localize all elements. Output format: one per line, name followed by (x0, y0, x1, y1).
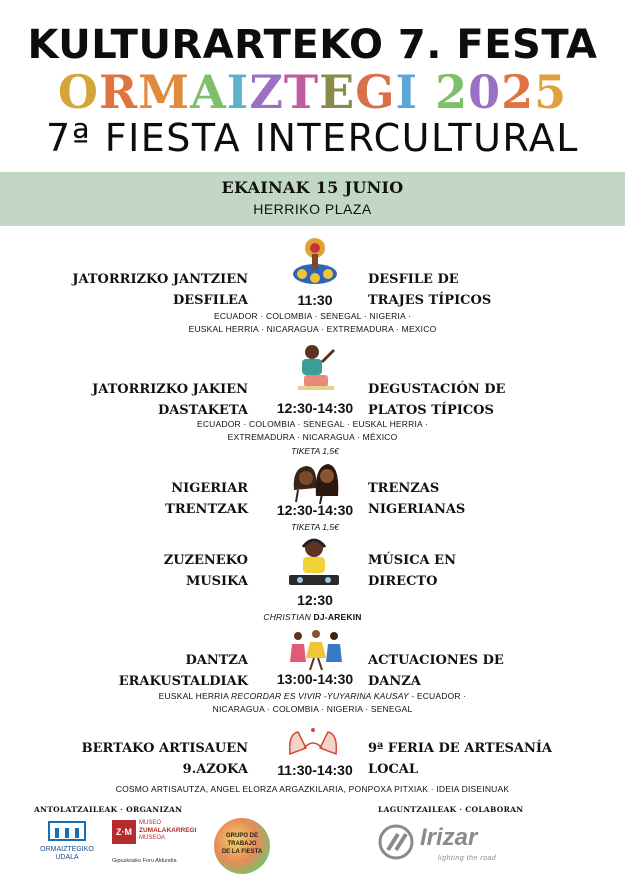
collaborators-label: LAGUNTZAILEAK · COLABORAN (378, 805, 524, 814)
title-letter: E (319, 65, 356, 119)
event-groups-line1 (40, 690, 585, 703)
logo-zumalakarregi (112, 820, 198, 872)
event-place: HERRIKO PLAZA (253, 201, 372, 217)
title-letter: M (138, 65, 191, 119)
event-title-eu-line1: DANTZA (185, 653, 248, 668)
title-letter: 2 (501, 65, 535, 119)
event-time: 13:00-14:30 (276, 671, 354, 687)
group-country: ECUADOR · (414, 691, 467, 701)
event-title-eu-line2: ERAKUSTALDIAK (118, 674, 248, 689)
logo-zm-line2: ZUMALAKARREGI (139, 827, 197, 834)
irizar-mark-icon (378, 824, 414, 860)
ticket-price: TIKETA 1,5€ (291, 446, 339, 456)
logo-ormaiztegi-line1: ORMAIZTEGIKO (40, 846, 94, 853)
logo-ormaiztegi-line2: UDALA (55, 854, 79, 861)
organizers-label: ANTOLATZAILEAK · ORGANIZAN (34, 805, 183, 814)
event-time: 12:30-14:30 (276, 400, 354, 416)
logo-grupo-line2: TRABAJO (227, 841, 257, 847)
event-title-eu-line1: JATORRIZKO JANTZIEN (72, 272, 248, 287)
dj-icon (285, 535, 343, 589)
title-letter: O (57, 65, 99, 119)
event-title-eu-line1: JATORRIZKO JAKIEN (92, 382, 248, 397)
logo-irizar (378, 822, 518, 868)
logo-zm-mark: Z·M (112, 820, 136, 844)
event-time: 12:30-14:30 (276, 502, 354, 518)
title-spanish: 7ª FIESTA INTERCULTURAL (46, 116, 579, 160)
logo-grupo-line1: GRUPO DE (225, 833, 258, 839)
event-title-es-line1: DESFILE DE (368, 272, 459, 287)
town-hall-icon (47, 820, 87, 842)
dancers-icon (288, 628, 344, 672)
title-letter: I (395, 65, 419, 119)
event-title-es-line1: TRENZAS (368, 481, 440, 496)
logo-zm-line1: MUSEO (139, 820, 162, 826)
event-title-eu-line2: DESFILEA (172, 293, 248, 308)
title-letter: Z (249, 65, 284, 119)
event-date: EKAINAK 15 JUNIO (221, 178, 404, 197)
event-title-es-line2: PLATOS TÍPICOS (368, 403, 494, 418)
cook-icon (290, 342, 340, 392)
date-band (0, 172, 625, 226)
logo-grupo-line3: DE LA FIESTA (221, 849, 263, 855)
title-letter: R (98, 65, 139, 119)
logo-irizar-name: Irizar (420, 824, 478, 851)
logo-zm-line3: MUSEOA (139, 835, 166, 841)
event-time: 11:30 (297, 292, 333, 308)
group-region: EUSKAL HERRIA (158, 691, 232, 701)
event-artisans: COSMO ARTISAUTZA, ANGEL ELORZA ARGAZKILARIA, PONPOXA PITXIAK · IDEIA DISEINUAK (115, 784, 510, 794)
dj-name: CHRISTIAN (263, 612, 311, 622)
event-title-es-line1: 9ª FERIA DE ARTESANÍA (368, 741, 553, 756)
title-letter: 0 (468, 65, 502, 119)
event-title-es-line1: ACTUACIONES DE (368, 653, 504, 668)
event-title-eu-line1: BERTAKO ARTISAUEN (81, 741, 248, 756)
event-title-es-line2: NIGERIANAS (368, 502, 466, 517)
event-countries-line2: EXTREMADURA · NICARAGUA · MÉXICO (227, 432, 398, 442)
logo-irizar-tagline: lighting the road (438, 855, 497, 862)
event-title-eu-line1: NIGERIAR (171, 481, 248, 496)
event-title-es-line1: MÚSICA EN (368, 553, 456, 568)
logo-grupo-trabajo (214, 818, 270, 874)
event-countries-line1: ECUADOR · COLOMBIA · SENEGAL · EUSKAL HERRIA · (196, 419, 429, 429)
title-letter: I (226, 65, 250, 119)
event-title-es-line2: DIRECTO (368, 574, 438, 589)
event-dj-credit (40, 611, 585, 624)
braids-icon (288, 460, 342, 504)
event-groups-line2: NICARAGUA · COLOMBIA · NIGERIA · SENEGAL (212, 704, 413, 714)
event-title-eu-line2: DASTAKETA (157, 403, 248, 418)
dj-suffix: DJ-AREKIN (310, 612, 362, 622)
event-title-es-line2: LOCAL (368, 762, 419, 777)
event-time: 11:30-14:30 (277, 762, 353, 778)
event-title-eu-line1: ZUZENEKO (163, 553, 248, 568)
title-place-year (0, 66, 625, 118)
title-letter: 2 (435, 65, 469, 119)
title-basque: KULTURARTEKO 7. FESTA (27, 22, 598, 68)
title-letter: 5 (534, 65, 568, 119)
logo-ormaiztegi (32, 820, 102, 870)
event-title-es-line2: DANZA (368, 674, 421, 689)
title-letter (418, 66, 435, 118)
title-letter: A (190, 65, 227, 119)
event-title-eu-line2: TRENTZAK (165, 502, 248, 517)
event-title-es-line2: TRAJES TÍPICOS (368, 293, 492, 308)
hands-icon (286, 724, 340, 764)
event-title-eu-line2: 9.AZOKA (182, 762, 248, 777)
title-letter: T (283, 65, 320, 119)
event-time: 12:30 (297, 592, 333, 608)
group-name: RECORDAR ES VIVIR -YUYARINA KAUSAY - (231, 691, 415, 701)
event-title-es-line1: DEGUSTACIÓN DE (368, 382, 506, 397)
logo-gipuzkoa: Gipuzkoako Foru Aldundia (112, 858, 177, 864)
event-countries-line2: EUSKAL HERRIA · NICARAGUA · EXTREMADURA · MEXICO (188, 324, 437, 334)
event-countries-line1: ECUADOR · COLOMBIA · SENEGAL · NIGERIA · (213, 311, 412, 321)
ticket-price: TIKETA 1,5€ (291, 522, 339, 532)
carnival-dancer-icon (290, 236, 340, 286)
title-letter: G (355, 65, 396, 119)
event-title-eu-line2: MUSIKA (185, 574, 248, 589)
